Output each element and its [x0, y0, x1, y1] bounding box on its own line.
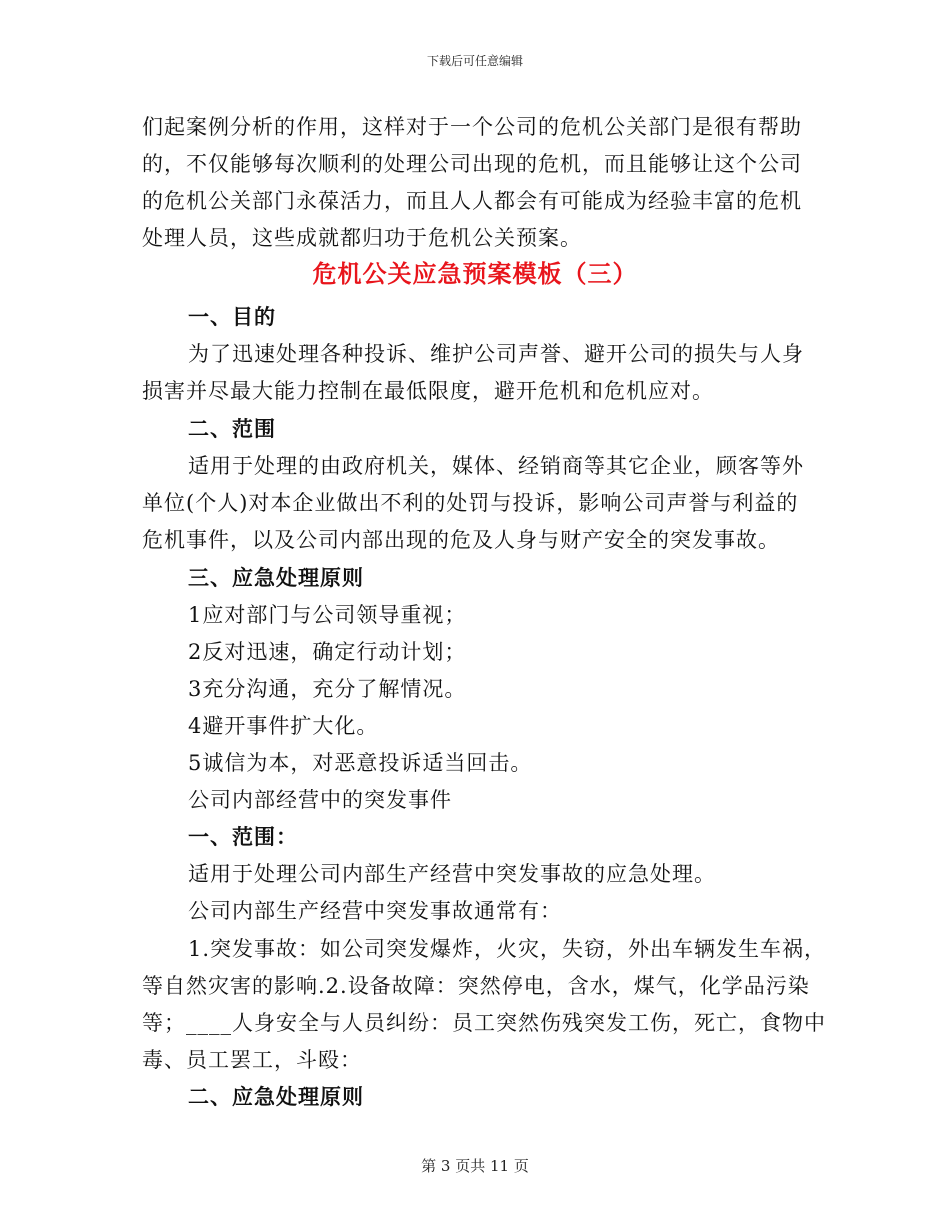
intro-line-1: 们起案例分析的作用，这样对于一个公司的危机公关部门是很有帮助	[142, 115, 802, 139]
principle-item-5: 5诚信为本，对恶意投诉适当回击。	[188, 751, 533, 775]
section-heading-scope: 二、范围	[188, 416, 276, 441]
document-title: 危机公关应急预案模板（三）	[312, 259, 638, 288]
intro-line-3: 的危机公关部门永葆活力，而且人人都会有可能成为经验丰富的危机	[142, 189, 802, 213]
internal-detail-line-3: 等；____人身安全与人员纠纷：员工突然伤残突发工伤，死亡，食物中	[142, 1011, 826, 1035]
principle-item-2: 2反对迅速，确定行动计划；	[188, 640, 467, 664]
scope-line-3: 危机事件，以及公司内部出现的危及人身与财产安全的突发事故。	[142, 528, 780, 552]
internal-detail-line-4: 毒、员工罢工，斗殴：	[142, 1048, 362, 1072]
intro-line-2: 的，不仅能够每次顺利的处理公司出现的危机，而且能够让这个公司	[142, 152, 802, 176]
principle-item-1: 1应对部门与公司领导重视；	[188, 603, 467, 627]
internal-scope-heading: 一、范围：	[188, 824, 298, 849]
page-header: 下载后可任意编辑	[426, 54, 523, 68]
intro-line-4: 处理人员，这些成就都归功于危机公关预案。	[142, 226, 582, 250]
purpose-line-2: 损害并尽最大能力控制在最低限度，避开危机和危机应对。	[142, 379, 714, 403]
internal-detail-line-1: 1.突发事故：如公司突发爆炸，火灾，失窃，外出车辆发生车祸，	[188, 937, 827, 961]
internal-principle-heading: 二、应急处理原则	[188, 1084, 364, 1109]
internal-scope-line-2: 公司内部生产经营中突发事故通常有：	[188, 899, 562, 923]
internal-detail-line-2: 等自然灾害的影响.2.设备故障：突然停电，含水，煤气，化学品污染	[142, 974, 810, 998]
section-heading-principles: 三、应急处理原则	[188, 565, 364, 590]
internal-subtitle: 公司内部经营中的突发事件	[188, 788, 452, 812]
principle-item-3: 3充分沟通，充分了解情况。	[188, 677, 467, 701]
page-footer: 第 3 页共 11 页	[421, 1157, 529, 1175]
internal-scope-line-1: 适用于处理公司内部生产经营中突发事故的应急处理。	[188, 862, 716, 886]
scope-line-1: 适用于处理的由政府机关，媒体、经销商等其它企业，顾客等外	[188, 454, 804, 478]
scope-line-2: 单位(个人)对本企业做出不利的处罚与投诉，影响公司声誉与利益的	[142, 491, 799, 515]
principle-item-4: 4避开事件扩大化。	[188, 714, 379, 738]
purpose-line-1: 为了迅速处理各种投诉、维护公司声誉、避开公司的损失与人身	[188, 342, 804, 366]
section-heading-purpose: 一、目的	[188, 304, 276, 329]
